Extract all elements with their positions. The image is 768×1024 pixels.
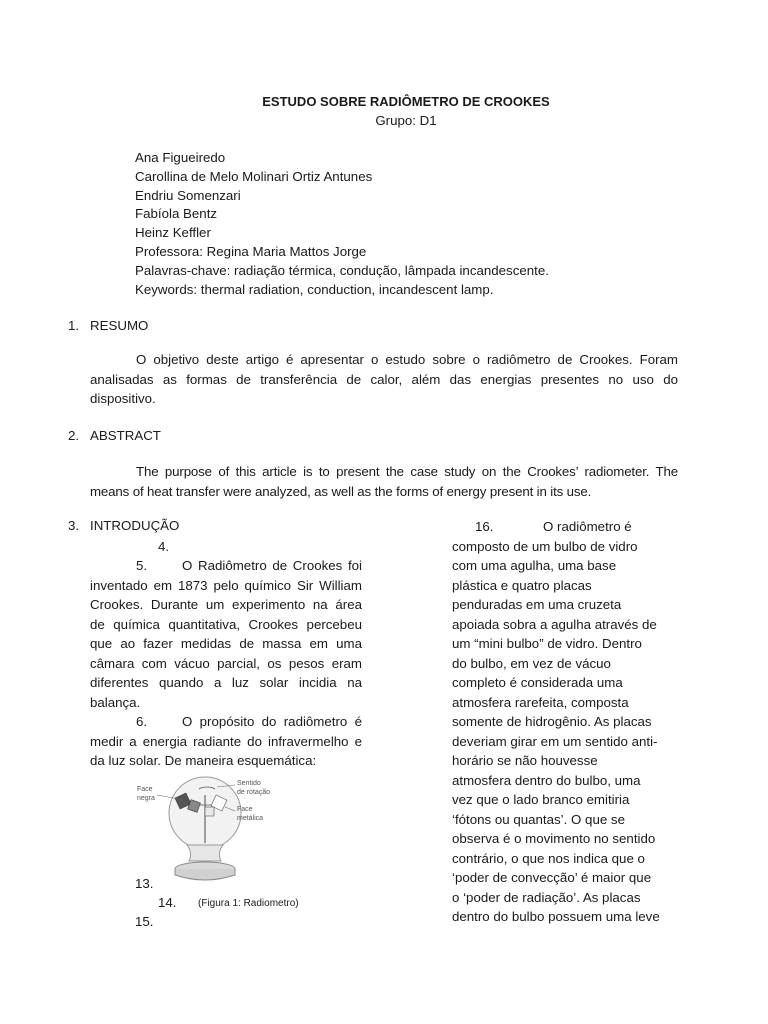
author-line: Carollina de Melo Molinari Ortiz Antunes (135, 168, 373, 184)
radiometer-drawing (157, 777, 241, 880)
author-line: Endriu Somenzari (135, 187, 241, 203)
intro-item16-line: apoiada sobra a agulha através de (452, 616, 657, 632)
section-title: ABSTRACT (90, 428, 161, 443)
list-number: 4. (158, 538, 170, 554)
figure-label-sentido: de rotação (237, 789, 271, 796)
intro-item16-line: plástica e quatro placas (452, 577, 592, 593)
intro-item16-line: penduradas em uma cruzeta (452, 597, 622, 612)
intro-item16-line: somente de hidrogênio. As placas (452, 714, 652, 729)
intro-item6-line: da luz solar. De maneira esquemática: (90, 753, 317, 768)
resumo-line: dispositivo. (90, 391, 156, 406)
abstract-paragraph (90, 462, 678, 501)
section-number: 2. (68, 428, 80, 443)
intro-item16-line: observa é o movimento no sentido (452, 831, 656, 846)
keywords-en: Keywords: thermal radiation, conduction, incandescent lamp. (135, 281, 494, 297)
intro-item16-line: O radiômetro é (543, 519, 632, 534)
intro-item6-line: medir a energia radiante do infravermelho e (90, 733, 362, 749)
section-title: RESUMO (90, 318, 149, 333)
intro-item5-line: que ao fazer medidas de massa em uma (90, 636, 362, 651)
group-label: Grupo: D1 (375, 113, 437, 128)
intro-item16-line: um “mini bulbo” de vidro. Dentro (452, 636, 642, 651)
list-number: 14. (158, 895, 177, 910)
intro-item16-line: do bulbo, em vez de vácuo (452, 655, 611, 671)
intro-item5-line: diferentes quando a luz solar incidia na (90, 675, 362, 690)
intro-item16-line: dentro do bulbo possuem uma leve (452, 909, 660, 924)
intro-item16-line: contrário, o que nos indica que o (452, 850, 645, 866)
abstract-line: means of heat transfer were analyzed, as well as the forms of energy present in its use. (90, 483, 592, 499)
section-title: INTRODUÇÃO (90, 518, 180, 533)
section-number: 3. (68, 518, 80, 533)
figure-label-face-negra: Face (137, 786, 153, 793)
intro-item5-line: inventado em 1873 pelo químico Sir William (90, 577, 362, 593)
intro-item16-line: ‘fótons ou quantas’. O que se (452, 811, 625, 827)
intro-item6-line: O propósito do radiômetro é (182, 714, 362, 729)
author-line: Fabíola Bentz (135, 206, 218, 222)
professor-line: Professora: Regina Maria Mattos Jorge (135, 243, 367, 259)
intro-item16-line: ‘poder de convecção’ é maior que (452, 870, 652, 885)
intro-item5-line: O Radiômetro de Crookes foi (182, 558, 362, 573)
section-number: 1. (68, 318, 80, 333)
document-title: ESTUDO SOBRE RADIÔMETRO DE CROOKES (262, 94, 550, 109)
list-number: 15. (135, 914, 154, 929)
intro-item5-line: de química quantitativa, Crookes percebeu (90, 616, 362, 632)
intro-item16-line: vez que o lado branco emitiria (452, 792, 630, 807)
resumo-paragraph (90, 350, 678, 409)
intro-right-column (452, 517, 684, 927)
intro-item16-line: atmosfera dentro do bulbo, uma (452, 772, 641, 788)
author-line: Heinz Keffler (135, 225, 211, 241)
keywords-pt: Palavras-chave: radiação térmica, condução, lâmpada incandescente. (135, 262, 549, 278)
list-number: 16. (475, 519, 494, 534)
abstract-line: The purpose of this article is to present the case study on the Crookes’ radiometer. The (136, 464, 678, 479)
intro-item5-line: câmara com vácuo parcial, os pesos eram (90, 655, 362, 671)
figure-label-sentido: Sentido (237, 780, 261, 787)
figure-label-face-metalica: metálica (237, 815, 264, 822)
intro-left-column (90, 517, 362, 771)
figure-caption: (Figura 1: Radiometro) (198, 898, 299, 909)
resumo-line: analisadas as formas de transferência de calor, além das energias presentes no uso do (90, 371, 678, 387)
intro-item16-line: atmosfera rarefeita, composta (452, 694, 629, 710)
intro-item16-line: deveriam girar em um sentido anti- (452, 733, 658, 749)
intro-item16-line: composto de um bulbo de vidro (452, 538, 638, 554)
section-heading-abstract (68, 428, 161, 443)
author-line: Ana Figueiredo (135, 150, 226, 165)
list-number: 13. (135, 876, 154, 891)
intro-item16-line: horário se não houvesse (452, 753, 598, 768)
resumo-line: O objetivo deste artigo é apresentar o estudo sobre o radiômetro de Crookes. Foram (136, 352, 678, 367)
intro-item5-line: Crookes. Durante um experimento na área (90, 597, 362, 612)
list-number: 6. (136, 714, 148, 729)
intro-item16-line: completo é considerada uma (452, 675, 623, 690)
radiometer-figure (135, 775, 285, 885)
section-heading-resumo (68, 318, 148, 333)
intro-item16-line: o ‘poder de radiação’. As placas (452, 889, 641, 905)
intro-item5-line: balança. (90, 694, 141, 710)
author-list (135, 149, 549, 299)
intro-item16-line: com uma agulha, uma base (452, 558, 617, 573)
figure-label-face-negra: negra (137, 795, 155, 802)
figure-label-face-metalica: Face (237, 806, 253, 813)
list-number: 5. (136, 558, 148, 573)
